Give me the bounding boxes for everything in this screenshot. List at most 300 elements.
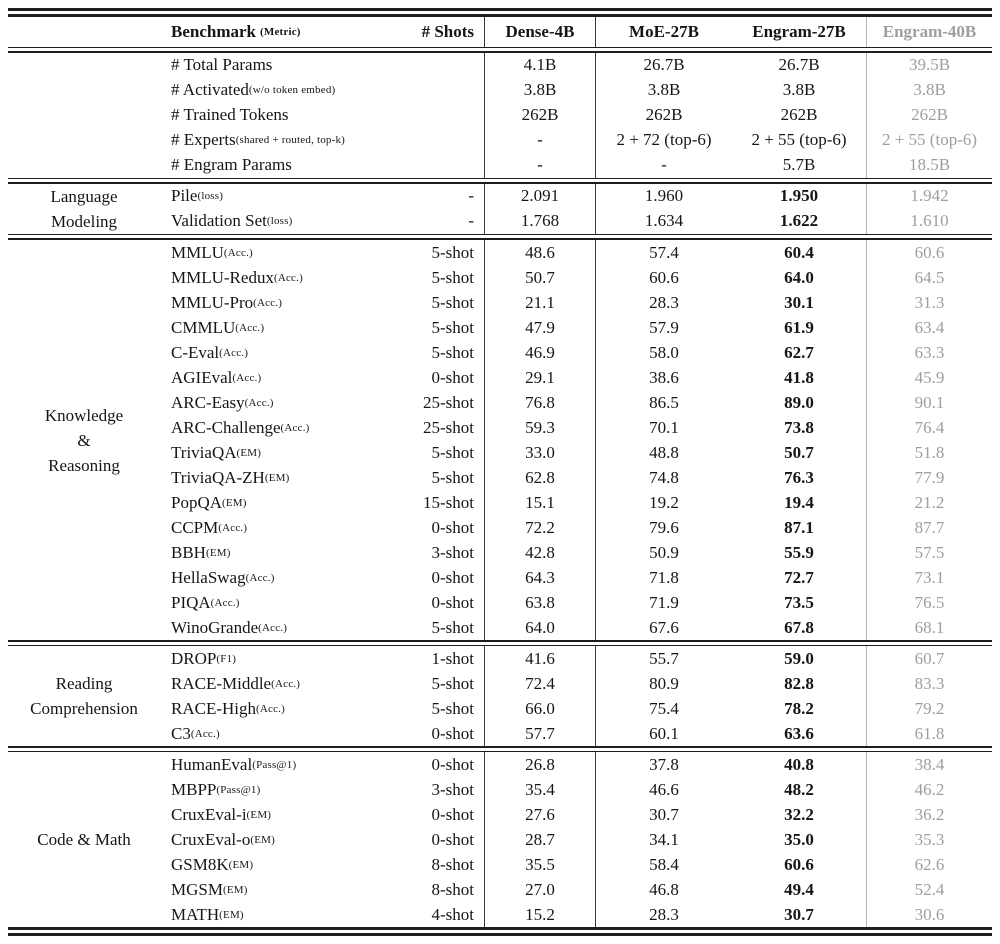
engram-40b-value: 60.6 [866, 240, 992, 265]
category-spacer [8, 615, 160, 640]
category-spacer [8, 671, 160, 696]
engram-40b-value: 51.8 [866, 440, 992, 465]
category-spacer [8, 390, 160, 415]
category-spacer [8, 315, 160, 340]
metric-label: (Acc.) [223, 246, 253, 259]
benchmark-name: CCPM [171, 517, 219, 537]
header-dense-4b: Dense-4B [484, 17, 596, 47]
engram-40b-value: 77.9 [866, 465, 992, 490]
table-row [8, 340, 992, 365]
header-benchmark-label: Benchmark [171, 21, 256, 41]
shots-cell [425, 153, 484, 178]
moe-27b-value: 26.7B [643, 55, 685, 75]
dense-4b-value: 29.1 [484, 365, 596, 390]
engram-40b-value: 1.610 [866, 209, 992, 234]
moe-27b-value: 1.634 [644, 211, 684, 231]
moe-27b-value: 67.6 [649, 617, 679, 637]
benchmark-name: CruxEval-o [171, 829, 251, 849]
metric-label: (Acc.) [190, 727, 220, 740]
benchmark-label [160, 877, 425, 902]
moe-27b-value: 71.8 [649, 567, 679, 587]
category-spacer [8, 777, 160, 802]
engram-40b-value: 68.1 [866, 615, 992, 640]
benchmark-name: DROP [171, 648, 217, 668]
moe-27b-value: 19.2 [649, 492, 679, 512]
category-spacer [8, 53, 160, 78]
table-row [8, 365, 992, 390]
shots-cell: 5-shot [431, 267, 474, 287]
dense-4b-value: 15.2 [484, 902, 596, 927]
engram-40b-value: 64.5 [866, 265, 992, 290]
shots-cell: 0-shot [431, 592, 474, 612]
engram-40b-value: 45.9 [866, 365, 992, 390]
benchmark-table [8, 8, 992, 936]
metric-label: (EM) [250, 833, 275, 846]
table-row [8, 696, 992, 721]
benchmark-name: PIQA [171, 592, 211, 612]
moe-27b-value: 86.5 [649, 392, 679, 412]
metric-label: (EM) [264, 471, 290, 484]
benchmark-label [160, 696, 425, 721]
dense-4b-value: 35.5 [484, 852, 596, 877]
metric-label: (shared + routed, top-k) [235, 134, 346, 147]
engram-40b-value: 1.942 [866, 184, 992, 209]
category-spacer [8, 465, 160, 490]
category-spacer [8, 240, 160, 265]
benchmark-label [160, 415, 425, 440]
category-spacer [8, 440, 160, 465]
dense-4b-value: 2.091 [484, 184, 596, 209]
category-line: Language [50, 186, 118, 206]
benchmark-name: WinoGrande [171, 617, 259, 637]
benchmark-name: TriviaQA-ZH [171, 467, 265, 487]
shots-cell: 5-shot [431, 442, 474, 462]
table-row [8, 153, 992, 178]
category-spacer [8, 265, 160, 290]
benchmark-label [160, 721, 425, 746]
table-row [8, 465, 992, 490]
metric-label: (Pass@1) [252, 758, 297, 771]
metric-label: (w/o token embed) [248, 84, 336, 97]
benchmark-name: MMLU-Redux [171, 267, 274, 287]
table-row [8, 515, 992, 540]
engram-40b-value: 76.4 [866, 415, 992, 440]
engram-27b-value: 60.4 [784, 242, 814, 262]
moe-27b-value: 28.3 [649, 904, 679, 924]
dense-4b-value: 26.8 [484, 752, 596, 777]
dense-4b-value: 35.4 [484, 777, 596, 802]
benchmark-label [160, 615, 425, 640]
category-spacer [8, 590, 160, 615]
engram-40b-value: 262B [866, 103, 992, 128]
table-row [8, 128, 992, 153]
table-body [8, 53, 992, 928]
shots-cell: 5-shot [431, 673, 474, 693]
benchmark-label [160, 540, 425, 565]
engram-40b-value: 63.4 [866, 315, 992, 340]
shots-cell: 8-shot [431, 854, 474, 874]
category-spacer [8, 365, 160, 390]
engram-27b-value: 76.3 [784, 467, 814, 487]
category-spacer [8, 902, 160, 927]
dense-4b-value: 48.6 [484, 240, 596, 265]
engram-27b-value: 262B [780, 105, 818, 125]
benchmark-name: # Trained Tokens [171, 105, 289, 125]
category-line: Modeling [50, 211, 118, 231]
engram-27b-value: 30.1 [784, 292, 814, 312]
table-row [8, 53, 992, 78]
dense-4b-value: 21.1 [484, 290, 596, 315]
table-row [8, 490, 992, 515]
metric-label: (Acc.) [253, 296, 283, 309]
moe-27b-value: 60.1 [649, 723, 679, 743]
header-category-empty [8, 17, 160, 47]
category-line: Code & Math [37, 830, 131, 850]
metric-label: (Acc.) [210, 596, 240, 609]
engram-27b-value: 64.0 [784, 267, 814, 287]
engram-27b-value: 82.8 [784, 673, 814, 693]
benchmark-name: C-Eval [171, 342, 220, 362]
shots-cell: 5-shot [431, 698, 474, 718]
engram-27b-value: 32.2 [784, 804, 814, 824]
shots-cell [425, 103, 484, 128]
table-row [8, 877, 992, 902]
section-code-math [8, 752, 992, 927]
engram-27b-value: 3.8B [782, 80, 816, 100]
category-spacer [8, 877, 160, 902]
category-spacer [8, 153, 160, 178]
engram-40b-value: 87.7 [866, 515, 992, 540]
benchmark-name: GSM8K [171, 854, 229, 874]
engram-27b-value: 78.2 [784, 698, 814, 718]
shots-cell: 3-shot [431, 542, 474, 562]
benchmark-label [160, 209, 425, 234]
category-spacer [8, 184, 160, 209]
benchmark-label [160, 365, 425, 390]
moe-27b-value: 60.6 [649, 267, 679, 287]
engram-40b-value: 52.4 [866, 877, 992, 902]
dense-4b-value: 28.7 [484, 827, 596, 852]
table-row [8, 777, 992, 802]
benchmark-label [160, 390, 425, 415]
table-row [8, 184, 992, 209]
header-benchmark [160, 17, 425, 47]
benchmark-label [160, 590, 425, 615]
engram-40b-value: 57.5 [866, 540, 992, 565]
dense-4b-value: 47.9 [484, 315, 596, 340]
table-row [8, 827, 992, 852]
engram-40b-value: 90.1 [866, 390, 992, 415]
table-row [8, 540, 992, 565]
dense-4b-value: 59.3 [484, 415, 596, 440]
moe-27b-value: - [661, 155, 667, 175]
benchmark-name: CruxEval-i [171, 804, 247, 824]
shots-cell: 15-shot [423, 492, 474, 512]
category-spacer [8, 290, 160, 315]
benchmark-label [160, 465, 425, 490]
dense-4b-value: 15.1 [484, 490, 596, 515]
benchmark-name: TriviaQA [171, 442, 237, 462]
benchmark-label [160, 902, 425, 927]
dense-4b-value: 66.0 [484, 696, 596, 721]
engram-27b-value: 2 + 55 (top-6) [751, 130, 847, 150]
table-row [8, 852, 992, 877]
engram-27b-value: 62.7 [784, 342, 814, 362]
benchmark-label [160, 78, 425, 103]
table-row [8, 721, 992, 746]
shots-cell: 0-shot [431, 804, 474, 824]
benchmark-name: MMLU [171, 242, 224, 262]
engram-40b-value: 46.2 [866, 777, 992, 802]
engram-40b-value: 3.8B [866, 78, 992, 103]
benchmark-label [160, 240, 425, 265]
engram-27b-value: 55.9 [784, 542, 814, 562]
shots-cell: 5-shot [431, 317, 474, 337]
benchmark-name: ARC-Easy [171, 392, 245, 412]
category-spacer [8, 78, 160, 103]
table-row [8, 671, 992, 696]
benchmark-name: C3 [171, 723, 191, 743]
engram-40b-value: 36.2 [866, 802, 992, 827]
benchmark-label [160, 290, 425, 315]
moe-27b-value: 74.8 [649, 467, 679, 487]
category-spacer [8, 752, 160, 777]
engram-40b-value: 83.3 [866, 671, 992, 696]
metric-label: (Acc.) [280, 421, 310, 434]
engram-27b-value: 5.7B [782, 155, 816, 175]
table-row [8, 565, 992, 590]
table-row [8, 615, 992, 640]
benchmark-label [160, 777, 425, 802]
table-row [8, 315, 992, 340]
category-line: Reasoning [48, 455, 120, 475]
engram-40b-value: 35.3 [866, 827, 992, 852]
engram-27b-value: 73.8 [784, 417, 814, 437]
header-engram-27b: Engram-27B [752, 21, 846, 41]
shots-cell: 5-shot [431, 342, 474, 362]
category-spacer [8, 515, 160, 540]
category-spacer [8, 340, 160, 365]
metric-label: (Acc.) [218, 521, 248, 534]
benchmark-label [160, 103, 425, 128]
metric-label: (Acc.) [219, 346, 249, 359]
dense-4b-value: 63.8 [484, 590, 596, 615]
engram-27b-value: 72.7 [784, 567, 814, 587]
benchmark-label [160, 802, 425, 827]
section-reading-comprehension [8, 646, 992, 746]
dense-4b-value: 50.7 [484, 265, 596, 290]
table-row [8, 802, 992, 827]
bottom-rule [8, 927, 992, 936]
dense-4b-value: 27.6 [484, 802, 596, 827]
dense-4b-value: 3.8B [484, 78, 596, 103]
benchmark-label [160, 752, 425, 777]
dense-4b-value: 33.0 [484, 440, 596, 465]
benchmark-name: MMLU-Pro [171, 292, 254, 312]
benchmark-name: Validation Set [171, 211, 267, 231]
benchmark-label [160, 153, 425, 178]
dense-4b-value: 4.1B [484, 53, 596, 78]
category-line: Knowledge [44, 405, 124, 425]
dense-4b-value: 62.8 [484, 465, 596, 490]
engram-27b-value: 19.4 [784, 492, 814, 512]
benchmark-name: # Engram Params [171, 155, 292, 175]
benchmark-label [160, 128, 425, 153]
benchmark-name: MBPP [171, 779, 217, 799]
shots-cell: 0-shot [431, 367, 474, 387]
shots-cell: 5-shot [431, 467, 474, 487]
metric-label: (Acc.) [258, 621, 288, 634]
dense-4b-value: 27.0 [484, 877, 596, 902]
engram-27b-value: 40.8 [784, 754, 814, 774]
dense-4b-value: 64.3 [484, 565, 596, 590]
shots-cell: 0-shot [431, 517, 474, 537]
metric-label: (EM) [246, 808, 272, 821]
moe-27b-value: 38.6 [649, 367, 679, 387]
benchmark-name: MGSM [171, 879, 223, 899]
moe-27b-value: 57.9 [649, 317, 679, 337]
shots-cell: 5-shot [431, 292, 474, 312]
metric-label: (EM) [205, 546, 231, 559]
dense-4b-value: 46.9 [484, 340, 596, 365]
engram-27b-value: 87.1 [784, 517, 814, 537]
moe-27b-value: 262B [645, 105, 683, 125]
moe-27b-value: 3.8B [647, 80, 681, 100]
benchmark-name: HumanEval [171, 754, 253, 774]
shots-cell: 25-shot [423, 392, 474, 412]
table-row [8, 240, 992, 265]
section-language-modeling [8, 184, 992, 234]
moe-27b-value: 48.8 [649, 442, 679, 462]
moe-27b-value: 75.4 [649, 698, 679, 718]
table-row [8, 290, 992, 315]
moe-27b-value: 58.0 [649, 342, 679, 362]
engram-27b-value: 30.7 [784, 904, 814, 924]
dense-4b-value: - [484, 128, 596, 153]
benchmark-label [160, 315, 425, 340]
engram-27b-value: 48.2 [784, 779, 814, 799]
category-spacer [8, 209, 160, 234]
benchmark-name: ARC-Challenge [171, 417, 281, 437]
engram-40b-value: 38.4 [866, 752, 992, 777]
benchmark-label [160, 340, 425, 365]
benchmark-label [160, 440, 425, 465]
metric-label: (EM) [228, 858, 254, 871]
category-spacer [8, 802, 160, 827]
moe-27b-value: 46.6 [649, 779, 679, 799]
shots-cell: 0-shot [431, 829, 474, 849]
shots-cell: - [468, 211, 474, 231]
engram-27b-value: 1.622 [779, 211, 819, 231]
dense-4b-value: 42.8 [484, 540, 596, 565]
engram-40b-value: 76.5 [866, 590, 992, 615]
header-metric-label: (Metric) [260, 25, 301, 38]
moe-27b-value: 58.4 [649, 854, 679, 874]
category-spacer [8, 646, 160, 671]
moe-27b-value: 46.8 [649, 879, 679, 899]
engram-40b-value: 79.2 [866, 696, 992, 721]
metric-label: (loss) [266, 215, 293, 228]
benchmark-name: # Total Params [171, 55, 273, 75]
metric-label: (Pass@1) [216, 783, 261, 796]
engram-40b-value: 39.5B [866, 53, 992, 78]
dense-4b-value: 41.6 [484, 646, 596, 671]
moe-27b-value: 80.9 [649, 673, 679, 693]
engram-27b-value: 67.8 [784, 617, 814, 637]
benchmark-label [160, 265, 425, 290]
engram-40b-value: 62.6 [866, 852, 992, 877]
metric-label: (EM) [219, 908, 244, 921]
shots-cell: 8-shot [431, 879, 474, 899]
header-shots: # Shots [421, 21, 474, 41]
dense-4b-value: 76.8 [484, 390, 596, 415]
shots-cell: 5-shot [431, 242, 474, 262]
shots-cell: 0-shot [431, 754, 474, 774]
table-row [8, 646, 992, 671]
dense-4b-value: 1.768 [484, 209, 596, 234]
benchmark-name: HellaSwag [171, 567, 246, 587]
table-row [8, 902, 992, 927]
section-model-params [8, 53, 992, 178]
engram-27b-value: 89.0 [784, 392, 814, 412]
category-line: & [77, 430, 91, 450]
engram-40b-value: 18.5B [866, 153, 992, 178]
category-spacer [8, 696, 160, 721]
table-row [8, 590, 992, 615]
moe-27b-value: 50.9 [649, 542, 679, 562]
engram-27b-value: 73.5 [784, 592, 814, 612]
table-row [8, 265, 992, 290]
engram-27b-value: 63.6 [784, 723, 814, 743]
metric-label: (loss) [197, 190, 224, 203]
metric-label: (Acc.) [244, 396, 274, 409]
benchmark-name: # Activated [171, 80, 249, 100]
moe-27b-value: 30.7 [649, 804, 679, 824]
moe-27b-value: 37.8 [649, 754, 679, 774]
benchmark-name: # Experts [171, 130, 236, 150]
benchmark-label [160, 565, 425, 590]
benchmark-name: PopQA [171, 492, 223, 512]
benchmark-label [160, 646, 425, 671]
moe-27b-value: 28.3 [649, 292, 679, 312]
dense-4b-value: 262B [484, 103, 596, 128]
dense-4b-value: 72.4 [484, 671, 596, 696]
shots-cell: 3-shot [431, 779, 474, 799]
category-spacer [8, 128, 160, 153]
header-row [8, 17, 992, 47]
benchmark-label [160, 671, 425, 696]
benchmark-label [160, 827, 425, 852]
engram-27b-value: 1.950 [779, 186, 819, 206]
shots-cell [425, 78, 484, 103]
benchmark-label [160, 53, 425, 78]
metric-label: (Acc.) [235, 321, 265, 334]
engram-27b-value: 26.7B [778, 55, 820, 75]
moe-27b-value: 71.9 [649, 592, 679, 612]
table-row [8, 78, 992, 103]
category-spacer [8, 827, 160, 852]
shots-cell: 0-shot [431, 723, 474, 743]
shots-cell: - [468, 186, 474, 206]
category-spacer [8, 490, 160, 515]
moe-27b-value: 1.960 [644, 186, 684, 206]
benchmark-name: BBH [171, 542, 206, 562]
header-engram-40b: Engram-40B [866, 17, 992, 47]
engram-40b-value: 31.3 [866, 290, 992, 315]
shots-cell [425, 128, 484, 153]
engram-40b-value: 30.6 [866, 902, 992, 927]
moe-27b-value: 57.4 [649, 242, 679, 262]
